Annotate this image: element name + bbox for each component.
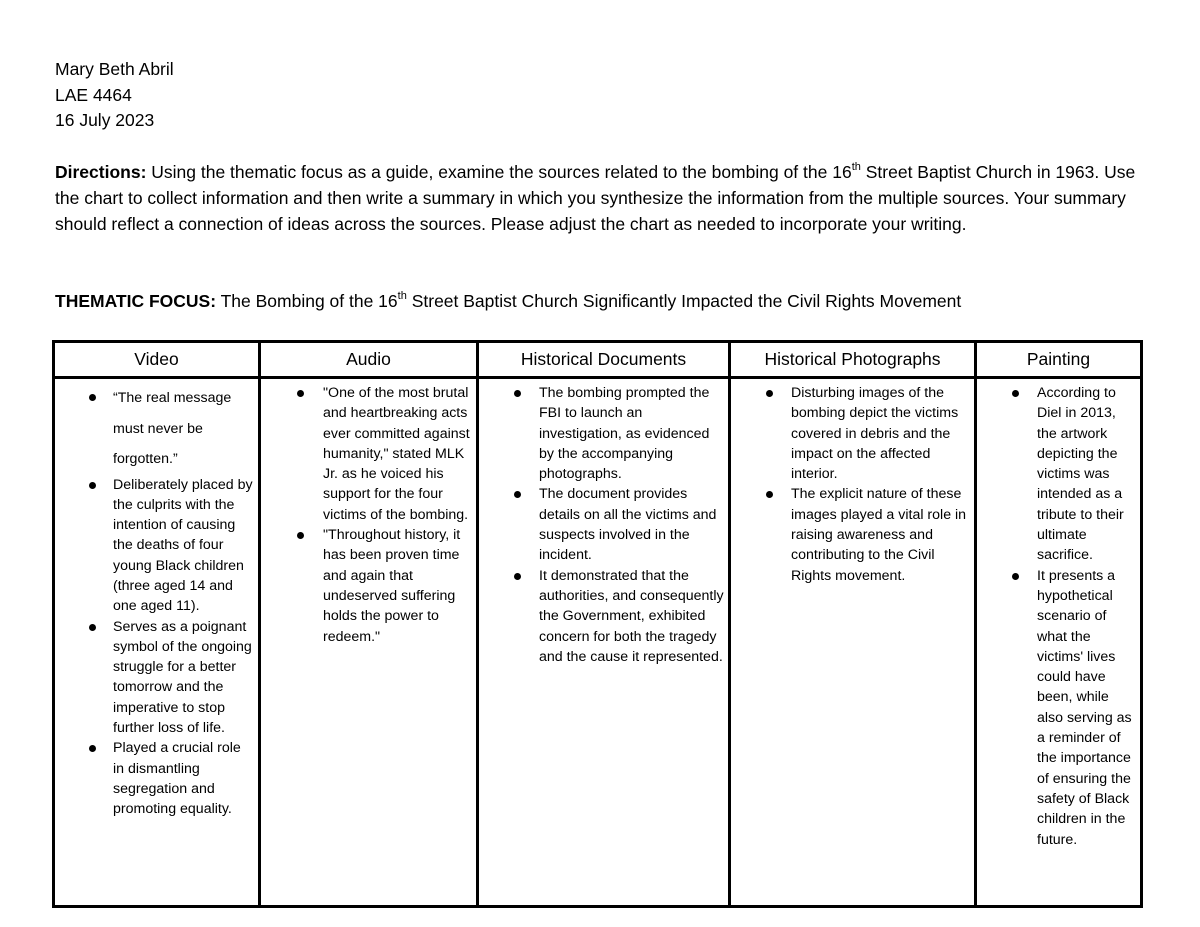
- video-list: [55, 383, 254, 820]
- photographs-point-1: Disturbing images of the bombing depict the victims covered in debris and the impact on the affected interior.: [791, 385, 959, 483]
- bullet-icon: [766, 390, 773, 397]
- bullet-icon: [514, 573, 521, 580]
- author-name: Mary Beth Abril: [55, 59, 174, 79]
- header-video: Video: [54, 342, 260, 378]
- thematic-focus: [55, 288, 1145, 314]
- bullet-icon: [89, 394, 96, 401]
- audio-point-2: "Throughout history, it has been proven time and again that undeserved suffering holds the power to redeem.": [323, 527, 461, 645]
- list-item: [261, 525, 472, 647]
- documents-point-2: The document provides details on all the victims and suspects involved in the incident.: [539, 486, 717, 564]
- list-item: [479, 484, 724, 565]
- thematic-focus-text-1: The Bombing of the 16: [216, 291, 398, 311]
- video-point-1: “The real message must never be forgotten.”: [113, 390, 232, 467]
- audio-point-1: "One of the most brutal and heartbreaking acts ever committed against humanity," stated MLK Jr. as he voiced his support for the four victims of the bombing.: [323, 385, 470, 523]
- video-point-3: Serves as a poignant symbol of the ongoing struggle for a better tomorrow and the imperative to stop further loss of life.: [113, 618, 252, 737]
- thematic-focus-text-2: Street Baptist Church Significantly Impacted the Civil Rights Movement: [406, 291, 962, 311]
- bullet-icon: [89, 624, 96, 631]
- course-code: LAE 4464: [55, 84, 132, 105]
- header-painting: Painting: [976, 342, 1142, 378]
- list-item: [55, 383, 254, 475]
- audio-cell: [260, 378, 478, 907]
- audio-list: [261, 383, 472, 647]
- historical-photographs-cell: [730, 378, 976, 907]
- list-item: [55, 738, 254, 819]
- thematic-focus-label: THEMATIC FOCUS:: [55, 291, 217, 311]
- bullet-icon: [89, 482, 96, 489]
- video-point-4: Played a crucial role in dismantling segregation and promoting equality.: [113, 740, 241, 818]
- document-date: 16 July 2023: [55, 110, 155, 130]
- historical-documents-cell: [478, 378, 730, 907]
- list-item: [55, 475, 254, 617]
- thematic-focus-superscript: th: [397, 290, 407, 303]
- directions-paragraph: [55, 159, 1145, 237]
- list-item: [55, 617, 254, 739]
- bullet-icon: [297, 532, 304, 539]
- video-cell: [54, 378, 260, 907]
- chart-content-row: [54, 378, 1142, 907]
- bullet-icon: [514, 390, 521, 397]
- documents-point-1: The bombing prompted the FBI to launch an investigation, as evidenced by the accompanying photographs.: [539, 385, 710, 483]
- bullet-icon: [766, 491, 773, 498]
- photographs-point-2: The explicit nature of these images played a vital role in raising awareness and contributing to the Civil Rights movement.: [791, 486, 967, 584]
- bullet-icon: [1012, 573, 1019, 580]
- list-item: [977, 566, 1136, 850]
- painting-list: [977, 383, 1136, 850]
- directions-text-2: Street Baptist Church in 1963. Use the chart to collect information and then write a summary in which you synthesize the information from the multiple sources. Your summary should reflect a connection of ideas across the sources. Please adjust the chart as needed to incorporate your writing.: [55, 162, 1136, 234]
- header-audio: Audio: [260, 342, 478, 378]
- directions-superscript: th: [851, 161, 861, 174]
- photographs-list: [731, 383, 970, 586]
- list-item: [731, 484, 970, 585]
- documents-list: [479, 383, 724, 667]
- bullet-icon: [514, 491, 521, 498]
- bullet-icon: [297, 390, 304, 397]
- bullet-icon: [89, 745, 96, 752]
- painting-cell: [976, 378, 1142, 907]
- list-item: [479, 566, 724, 667]
- document-header: [55, 57, 174, 134]
- list-item: [261, 383, 472, 525]
- painting-point-2: It presents a hypothetical scenario of what the victims' lives could have been, while also serving as a reminder of the importance of ensuring the safety of Black children in the future.: [1037, 567, 1132, 848]
- list-item: [977, 383, 1136, 566]
- chart-header-row: [54, 342, 1142, 378]
- video-point-2: Deliberately placed by the culprits with the intention of causing the deaths of four young Black children (three aged 14 and one aged 11).: [113, 476, 253, 615]
- list-item: [731, 383, 970, 484]
- sources-chart: [52, 340, 1143, 908]
- list-item: [479, 383, 724, 484]
- header-historical-photographs: Historical Photographs: [730, 342, 976, 378]
- header-historical-documents: Historical Documents: [478, 342, 730, 378]
- documents-point-3: It demonstrated that the authorities, and consequently the Government, exhibited concern for both the tragedy and the cause it represented.: [539, 567, 724, 665]
- bullet-icon: [1012, 390, 1019, 397]
- painting-point-1: According to Diel in 2013, the artwork depicting the victims was intended as a tribute to their ultimate sacrifice.: [1037, 385, 1124, 564]
- directions-label: Directions:: [55, 162, 147, 182]
- directions-text-1: Using the thematic focus as a guide, examine the sources related to the bombing of the 16: [146, 162, 852, 182]
